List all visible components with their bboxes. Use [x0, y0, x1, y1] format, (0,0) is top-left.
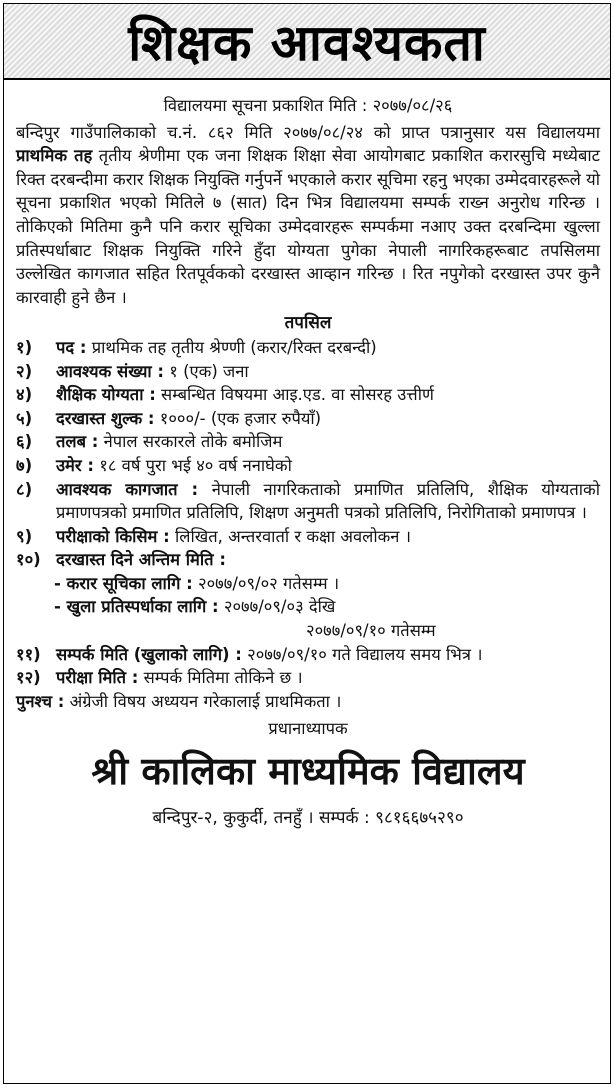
item-label: पद :: [56, 337, 87, 357]
deadline-open-label: - खुला प्रतिस्पर्धाका लागि :: [54, 597, 219, 617]
deadline-open: [16, 595, 600, 619]
item-age: [16, 454, 600, 478]
intro-part2: तृतीय श्रेणीमा एक जना शिक्षक शिक्षा सेवा आयोगबाट प्रकाशित करारसुचि मध्येबाट रिक्त दरबन्दीमा करार शिक्षक नियुक्ति गर्नुपर्ने भएकाले करार सूचिमा रहनु भएका उम्मेदवारहरूले यो सूचना प्रकाशित भएको मितिले ७ (सात) दिन भित्र विद्यालयमा सम्पर्क राख्न अनुरोध गरिन्छ । तोकिएको मितिमा कुनै पनि करार सूचिका उम्मेदवारहरू सम्पर्कमा नआए उक्त दरबन्दिमा खुल्ला प्रतिस्पर्धाबाट शिक्षक नियुक्ति गरिने हुँदा योग्यता पुगेका नेपाली नागरिकहरूबाट तपसिलमा उल्लेखित कागजात सहित रितपूर्वकको दरखास्त आव्हान गरिन्छ । रित नपुगेको दरखास्त उपर कुनै कारवाही हुने छैन ।: [16, 146, 600, 307]
postscript-label: पुनश्च :: [16, 691, 65, 711]
vacancy-notice: [3, 3, 611, 1084]
item-value: २०७७/०९/१० गते विद्यालय समय भित्र ।: [241, 644, 483, 664]
deadline-contract: [16, 572, 600, 596]
item-value: सम्पर्क मितिमा तोकिने छ ।: [138, 668, 303, 688]
notice-content: [4, 80, 610, 831]
item-required-number: [16, 360, 600, 384]
deadline-open-value: २०७७/०९/०३ देखि: [218, 597, 336, 617]
postscript: [16, 690, 600, 714]
item-exam-type: [16, 525, 600, 549]
title-banner: [4, 4, 610, 80]
item-post: [16, 336, 600, 360]
item-label: उमेर :: [56, 455, 95, 475]
school-name: श्री कालिका माध्यमिक विद्यालय: [91, 749, 525, 794]
item-value: सम्बन्धित विषयमा आइ.एड. वा सोसरह उत्तीर्ण: [155, 385, 434, 405]
item-label: सम्पर्क मिति (खुलाको लागि) :: [56, 644, 242, 664]
deadline-contract-label: - करार सूचिका लागि :: [54, 573, 193, 593]
intro-paragraph: [16, 121, 600, 310]
item-qualification: [16, 383, 600, 407]
item-label: आवश्यक कागजात :: [56, 479, 199, 499]
item-value: लिखित, अन्तरवार्ता र कक्षा अवलोकन ।: [169, 526, 411, 546]
item-number: २): [16, 361, 33, 381]
item-number: ४): [16, 385, 33, 405]
item-label: दरखास्त दिने अन्तिम मिति :: [56, 550, 226, 570]
item-number: १२): [16, 668, 41, 688]
item-number: ६): [16, 432, 33, 452]
item-label: परीक्षा मिति :: [56, 668, 139, 688]
item-value: नेपाल सरकारले तोके बमोजिम: [98, 432, 283, 452]
item-value: प्राथमिक तह तृतीय श्रेण्णी (करार/रिक्त दरबन्दी): [86, 337, 377, 357]
item-label: शैक्षिक योग्यता :: [56, 385, 156, 405]
item-label: आवश्यक संख्या :: [56, 361, 165, 381]
item-number: १०): [16, 550, 41, 570]
item-number: ५): [16, 408, 33, 428]
item-value: नेपाली नागरिकताको प्रमाणित प्रतिलिपि, शैक्षिक योग्यताको प्रमाणपत्रको प्रमाणित प्रतिलिपि, शिक्षण अनुमती पत्रको प्रतिलिपि, निरोगिताको प्रमाणपत्र ।: [56, 479, 600, 523]
item-value: १८ वर्ष पुरा भई ४० वर्ष ननाघेको: [94, 455, 292, 475]
school-address: बन्दिपुर-२, कुकुर्दी, तनहुँ । सम्पर्क : ९८१६६७५२९०: [152, 808, 464, 829]
item-exam-date: [16, 666, 600, 690]
item-number: ७): [16, 455, 33, 475]
deadline-open-until: २०७७/०९/१० गतेसम्म: [306, 621, 436, 641]
intro-level: प्राथमिक तह: [16, 146, 93, 166]
item-number: ८): [16, 479, 33, 499]
item-salary: [16, 430, 600, 454]
schedule-heading: तपसिल: [284, 313, 332, 334]
intro-part1: बन्दिपुर गाउँपालिकाको च.नं. ८६२ मिति २०७७/०८/२४ को प्राप्त पत्रानुसार यस विद्यालयमा: [16, 122, 600, 142]
principal-title: प्रधानाध्यापक: [268, 719, 348, 739]
item-value: १ (एक) जना: [164, 361, 249, 381]
item-value: १०००/- (एक हजार रुपैयाँ): [154, 408, 322, 428]
item-fee: [16, 407, 600, 431]
item-number: ९): [16, 526, 33, 546]
notice-title: शिक्षक आवश्यकता: [128, 14, 486, 72]
item-documents: [16, 478, 600, 525]
item-number: १): [16, 337, 33, 357]
deadline-contract-value: २०७७/०९/०२ गतेसम्म ।: [192, 573, 340, 593]
item-label: दरखास्त शुल्क :: [56, 408, 155, 428]
item-contact-date: [16, 643, 600, 667]
item-number: ११): [16, 644, 41, 664]
item-deadline: [16, 548, 600, 572]
item-label: परीक्षाको किसिम :: [56, 526, 170, 546]
postscript-value: अंग्रेजी विषय अध्ययन गरेकालाई प्राथमिकता ।: [64, 691, 342, 711]
publish-date: विद्यालयमा सूचना प्रकाशित मिति : २०७७/०८/२६: [163, 96, 453, 115]
item-label: तलब :: [56, 432, 99, 452]
